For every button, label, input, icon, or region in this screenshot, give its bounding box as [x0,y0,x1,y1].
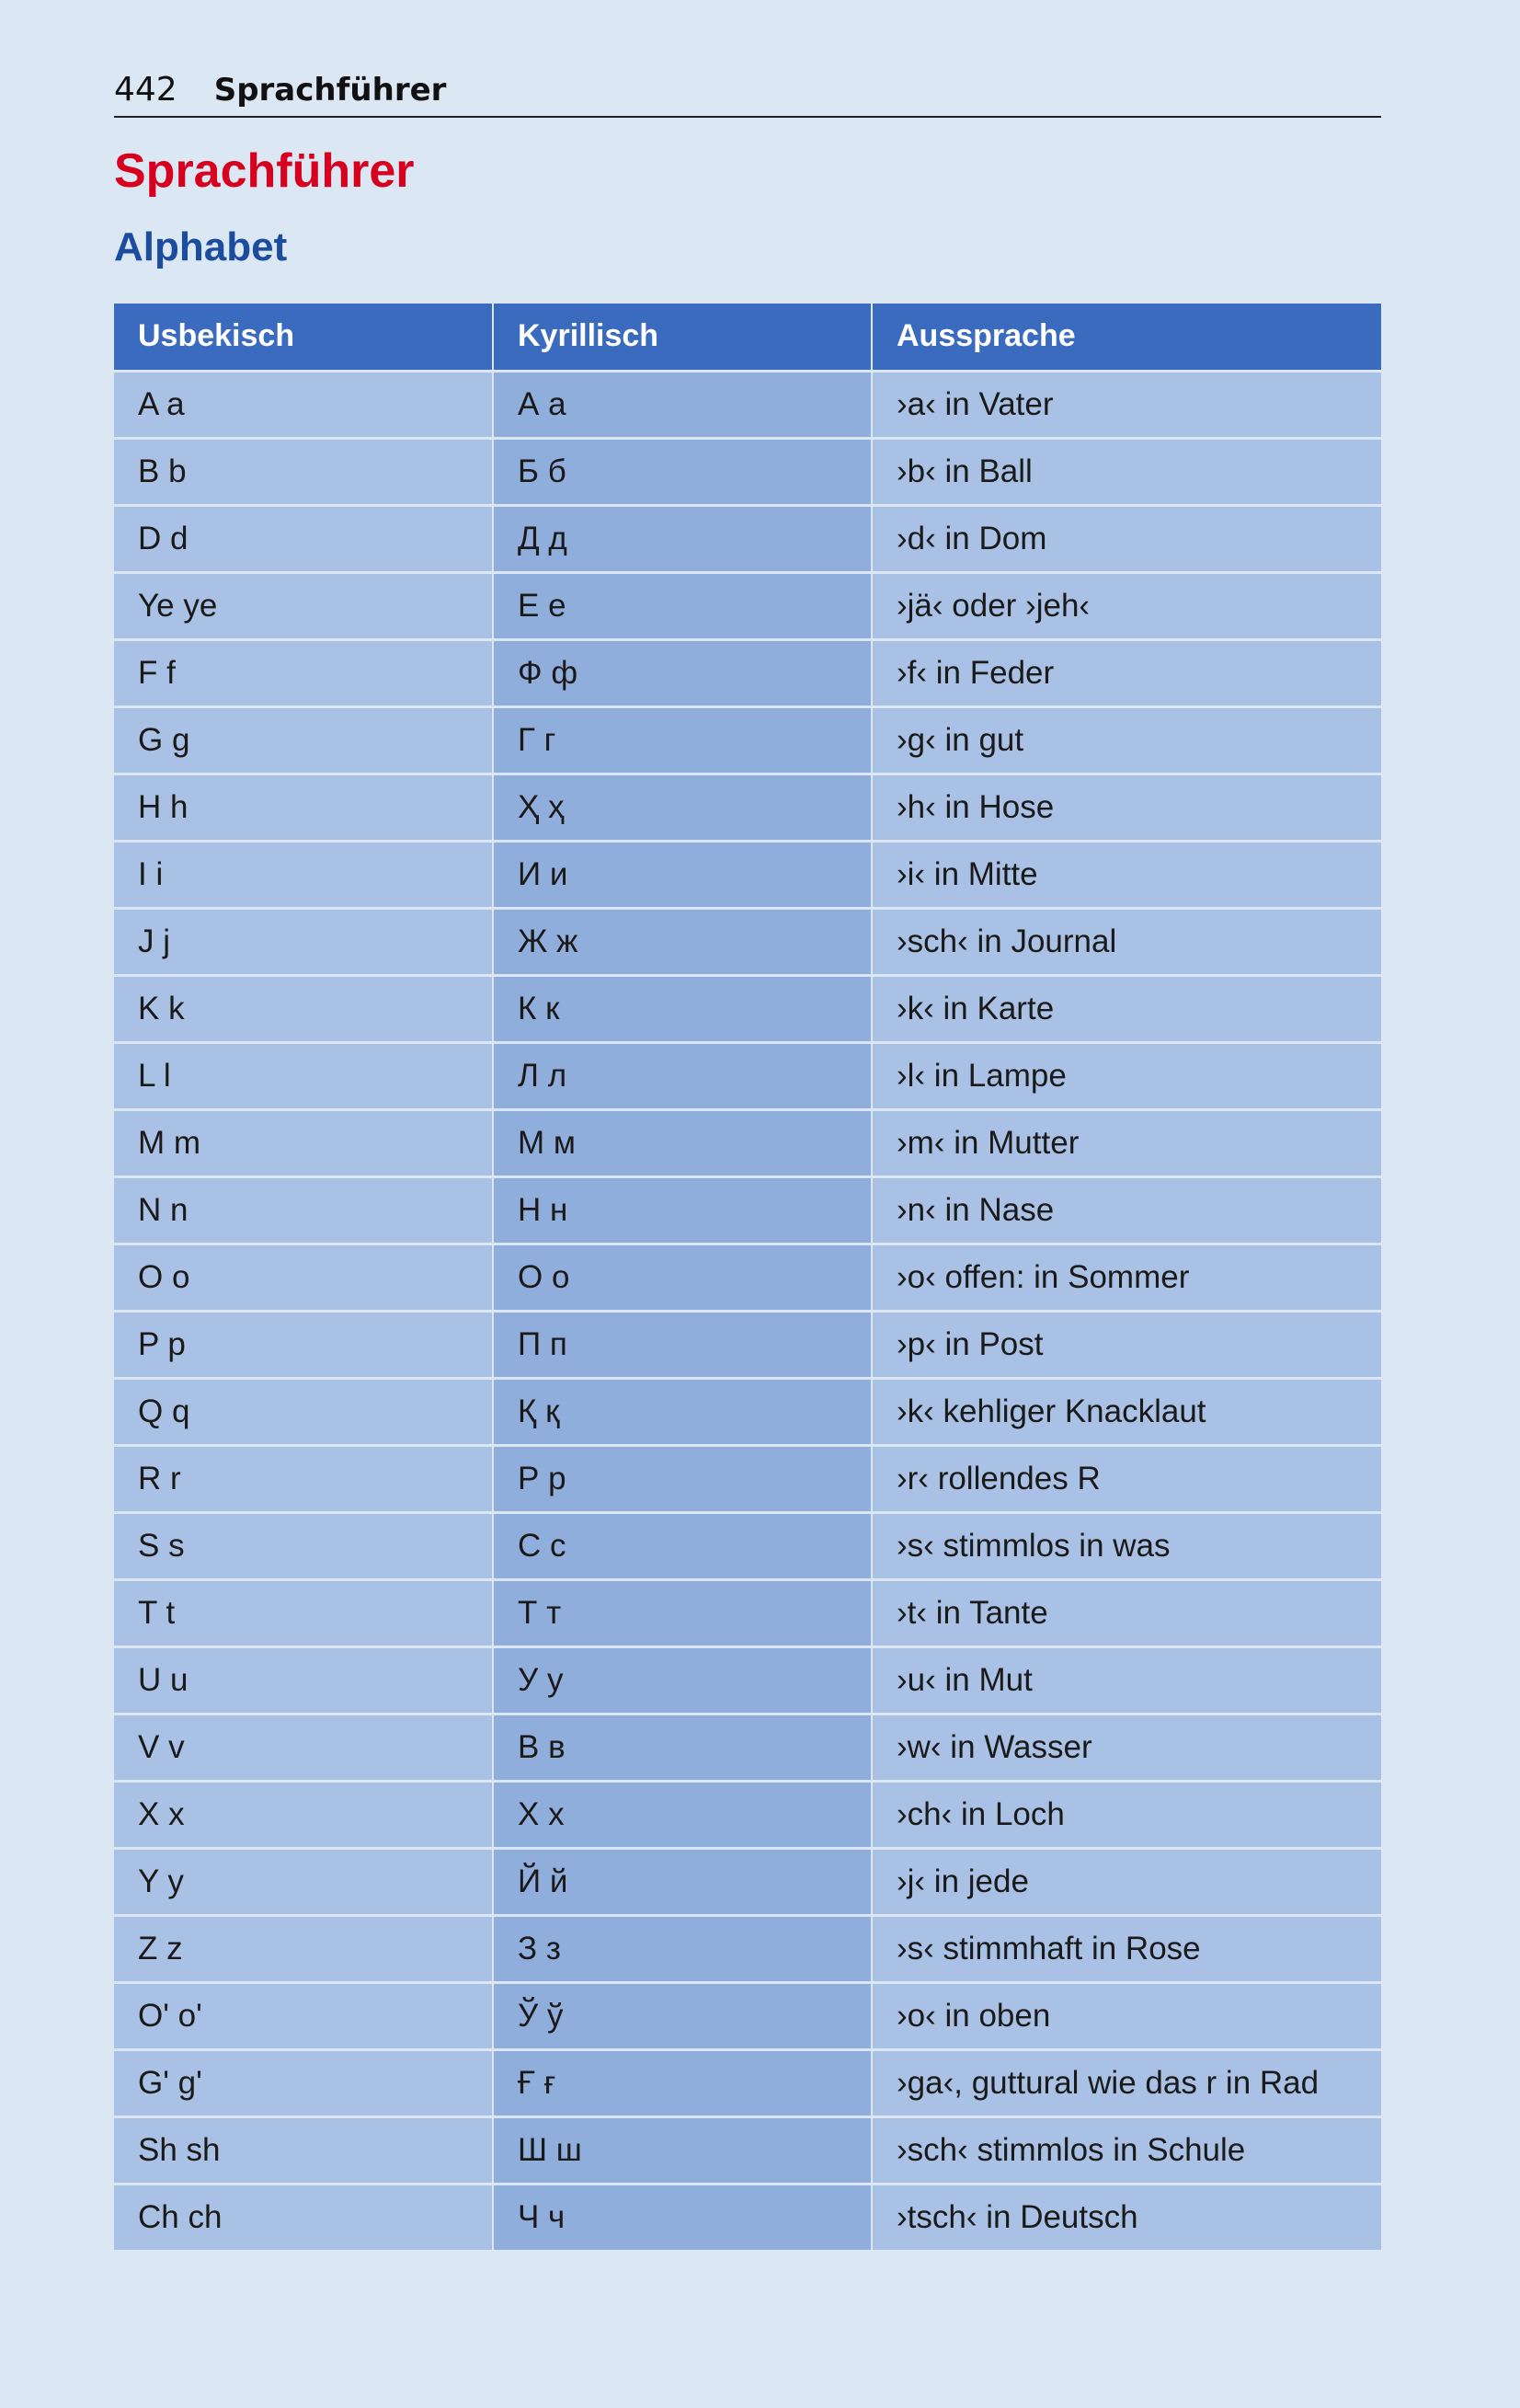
cell-kyrillisch: К к [493,975,872,1042]
cell-aussprache: ›s‹ stimmhaft in Rose [872,1915,1381,1982]
book-page [114,71,1381,2250]
table-row [114,908,1381,975]
cell-aussprache: ›b‹ in Ball [872,438,1381,505]
table-row [114,841,1381,908]
table-row [114,1646,1381,1714]
cell-usbekisch: G' g' [114,2049,493,2116]
cell-aussprache: ›ch‹ in Loch [872,1781,1381,1848]
column-header-kyrillisch: Kyrillisch [493,304,872,372]
cell-aussprache: ›w‹ in Wasser [872,1714,1381,1781]
page-number: 442 [114,71,177,109]
cell-usbekisch: Y y [114,1848,493,1915]
cell-kyrillisch: Р р [493,1445,872,1512]
table-row [114,2116,1381,2184]
cell-aussprache: ›g‹ in gut [872,706,1381,774]
cell-usbekisch: G g [114,706,493,774]
cell-usbekisch: K k [114,975,493,1042]
running-head [114,71,1381,118]
cell-aussprache: ›o‹ offen: in Sommer [872,1244,1381,1311]
cell-kyrillisch: Ғ ғ [493,2049,872,2116]
cell-usbekisch: D d [114,505,493,572]
cell-kyrillisch: И и [493,841,872,908]
table-row [114,1781,1381,1848]
cell-kyrillisch: В в [493,1714,872,1781]
table-row [114,1445,1381,1512]
cell-kyrillisch: Н н [493,1176,872,1244]
cell-aussprache: ›o‹ in oben [872,1982,1381,2049]
table-row [114,1982,1381,2049]
table-row [114,1378,1381,1445]
cell-aussprache: ›f‹ in Feder [872,639,1381,706]
cell-aussprache: ›a‹ in Vater [872,371,1381,438]
table-row [114,572,1381,639]
cell-kyrillisch: Д д [493,505,872,572]
cell-usbekisch: Ye ye [114,572,493,639]
cell-aussprache: ›k‹ in Karte [872,975,1381,1042]
cell-aussprache: ›l‹ in Lampe [872,1042,1381,1109]
cell-kyrillisch: Г г [493,706,872,774]
cell-kyrillisch: Т т [493,1579,872,1646]
cell-kyrillisch: О о [493,1244,872,1311]
cell-kyrillisch: Ш ш [493,2116,872,2184]
table-row [114,1915,1381,1982]
cell-usbekisch: U u [114,1646,493,1714]
cell-kyrillisch: Ф ф [493,639,872,706]
table-row [114,1042,1381,1109]
running-title: Sprachführer [213,72,447,109]
cell-usbekisch: I i [114,841,493,908]
cell-kyrillisch: Ў ў [493,1982,872,2049]
column-header-usbekisch: Usbekisch [114,304,493,372]
table-row [114,1109,1381,1176]
cell-usbekisch: A a [114,371,493,438]
column-header-aussprache: Aussprache [872,304,1381,372]
cell-usbekisch: Ch ch [114,2184,493,2250]
cell-kyrillisch: П п [493,1311,872,1378]
cell-kyrillisch: Х х [493,1781,872,1848]
cell-usbekisch: L l [114,1042,493,1109]
cell-usbekisch: H h [114,774,493,841]
cell-usbekisch: M m [114,1109,493,1176]
alphabet-table-body [114,371,1381,2250]
cell-aussprache: ›n‹ in Nase [872,1176,1381,1244]
table-row [114,1848,1381,1915]
cell-kyrillisch: Й й [493,1848,872,1915]
cell-usbekisch: O' o' [114,1982,493,2049]
table-row [114,371,1381,438]
table-row [114,2049,1381,2116]
table-row [114,1244,1381,1311]
cell-usbekisch: B b [114,438,493,505]
cell-aussprache: ›d‹ in Dom [872,505,1381,572]
cell-usbekisch: N n [114,1176,493,1244]
table-header-row [114,304,1381,372]
chapter-title: Sprachführer [114,144,415,198]
cell-usbekisch: P p [114,1311,493,1378]
cell-usbekisch: O o [114,1244,493,1311]
table-row [114,2184,1381,2250]
cell-kyrillisch: З з [493,1915,872,1982]
cell-usbekisch: X x [114,1781,493,1848]
cell-aussprache: ›tsch‹ in Deutsch [872,2184,1381,2250]
cell-kyrillisch: У у [493,1646,872,1714]
cell-kyrillisch: Ж ж [493,908,872,975]
cell-usbekisch: Q q [114,1378,493,1445]
cell-kyrillisch: Л л [493,1042,872,1109]
cell-kyrillisch: С с [493,1512,872,1579]
cell-kyrillisch: Қ қ [493,1378,872,1445]
cell-usbekisch: F f [114,639,493,706]
section-title: Alphabet [114,224,288,270]
table-row [114,975,1381,1042]
table-row [114,1714,1381,1781]
cell-aussprache: ›sch‹ in Journal [872,908,1381,975]
cell-usbekisch: R r [114,1445,493,1512]
cell-usbekisch: Z z [114,1915,493,1982]
cell-aussprache: ›s‹ stimmlos in was [872,1512,1381,1579]
cell-usbekisch: S s [114,1512,493,1579]
cell-kyrillisch: Б б [493,438,872,505]
cell-aussprache: ›r‹ rollendes R [872,1445,1381,1512]
cell-kyrillisch: А а [493,371,872,438]
cell-usbekisch: T t [114,1579,493,1646]
cell-aussprache: ›t‹ in Tante [872,1579,1381,1646]
cell-aussprache: ›ga‹, guttural wie das r in Rad [872,2049,1381,2116]
cell-aussprache: ›sch‹ stimmlos in Schule [872,2116,1381,2184]
table-row [114,1176,1381,1244]
cell-kyrillisch: Ҳ ҳ [493,774,872,841]
cell-aussprache: ›m‹ in Mutter [872,1109,1381,1176]
alphabet-table [114,304,1381,2250]
table-row [114,438,1381,505]
table-row [114,1512,1381,1579]
cell-aussprache: ›p‹ in Post [872,1311,1381,1378]
cell-usbekisch: V v [114,1714,493,1781]
cell-aussprache: ›k‹ kehliger Knacklaut [872,1378,1381,1445]
cell-usbekisch: J j [114,908,493,975]
table-row [114,505,1381,572]
table-row [114,774,1381,841]
table-row [114,1579,1381,1646]
table-row [114,639,1381,706]
table-row [114,706,1381,774]
cell-kyrillisch: Ч ч [493,2184,872,2250]
cell-aussprache: ›j‹ in jede [872,1848,1381,1915]
cell-aussprache: ›jä‹ oder ›jeh‹ [872,572,1381,639]
cell-usbekisch: Sh sh [114,2116,493,2184]
table-row [114,1311,1381,1378]
cell-aussprache: ›i‹ in Mitte [872,841,1381,908]
cell-aussprache: ›h‹ in Hose [872,774,1381,841]
cell-aussprache: ›u‹ in Mut [872,1646,1381,1714]
cell-kyrillisch: М м [493,1109,872,1176]
cell-kyrillisch: Е е [493,572,872,639]
